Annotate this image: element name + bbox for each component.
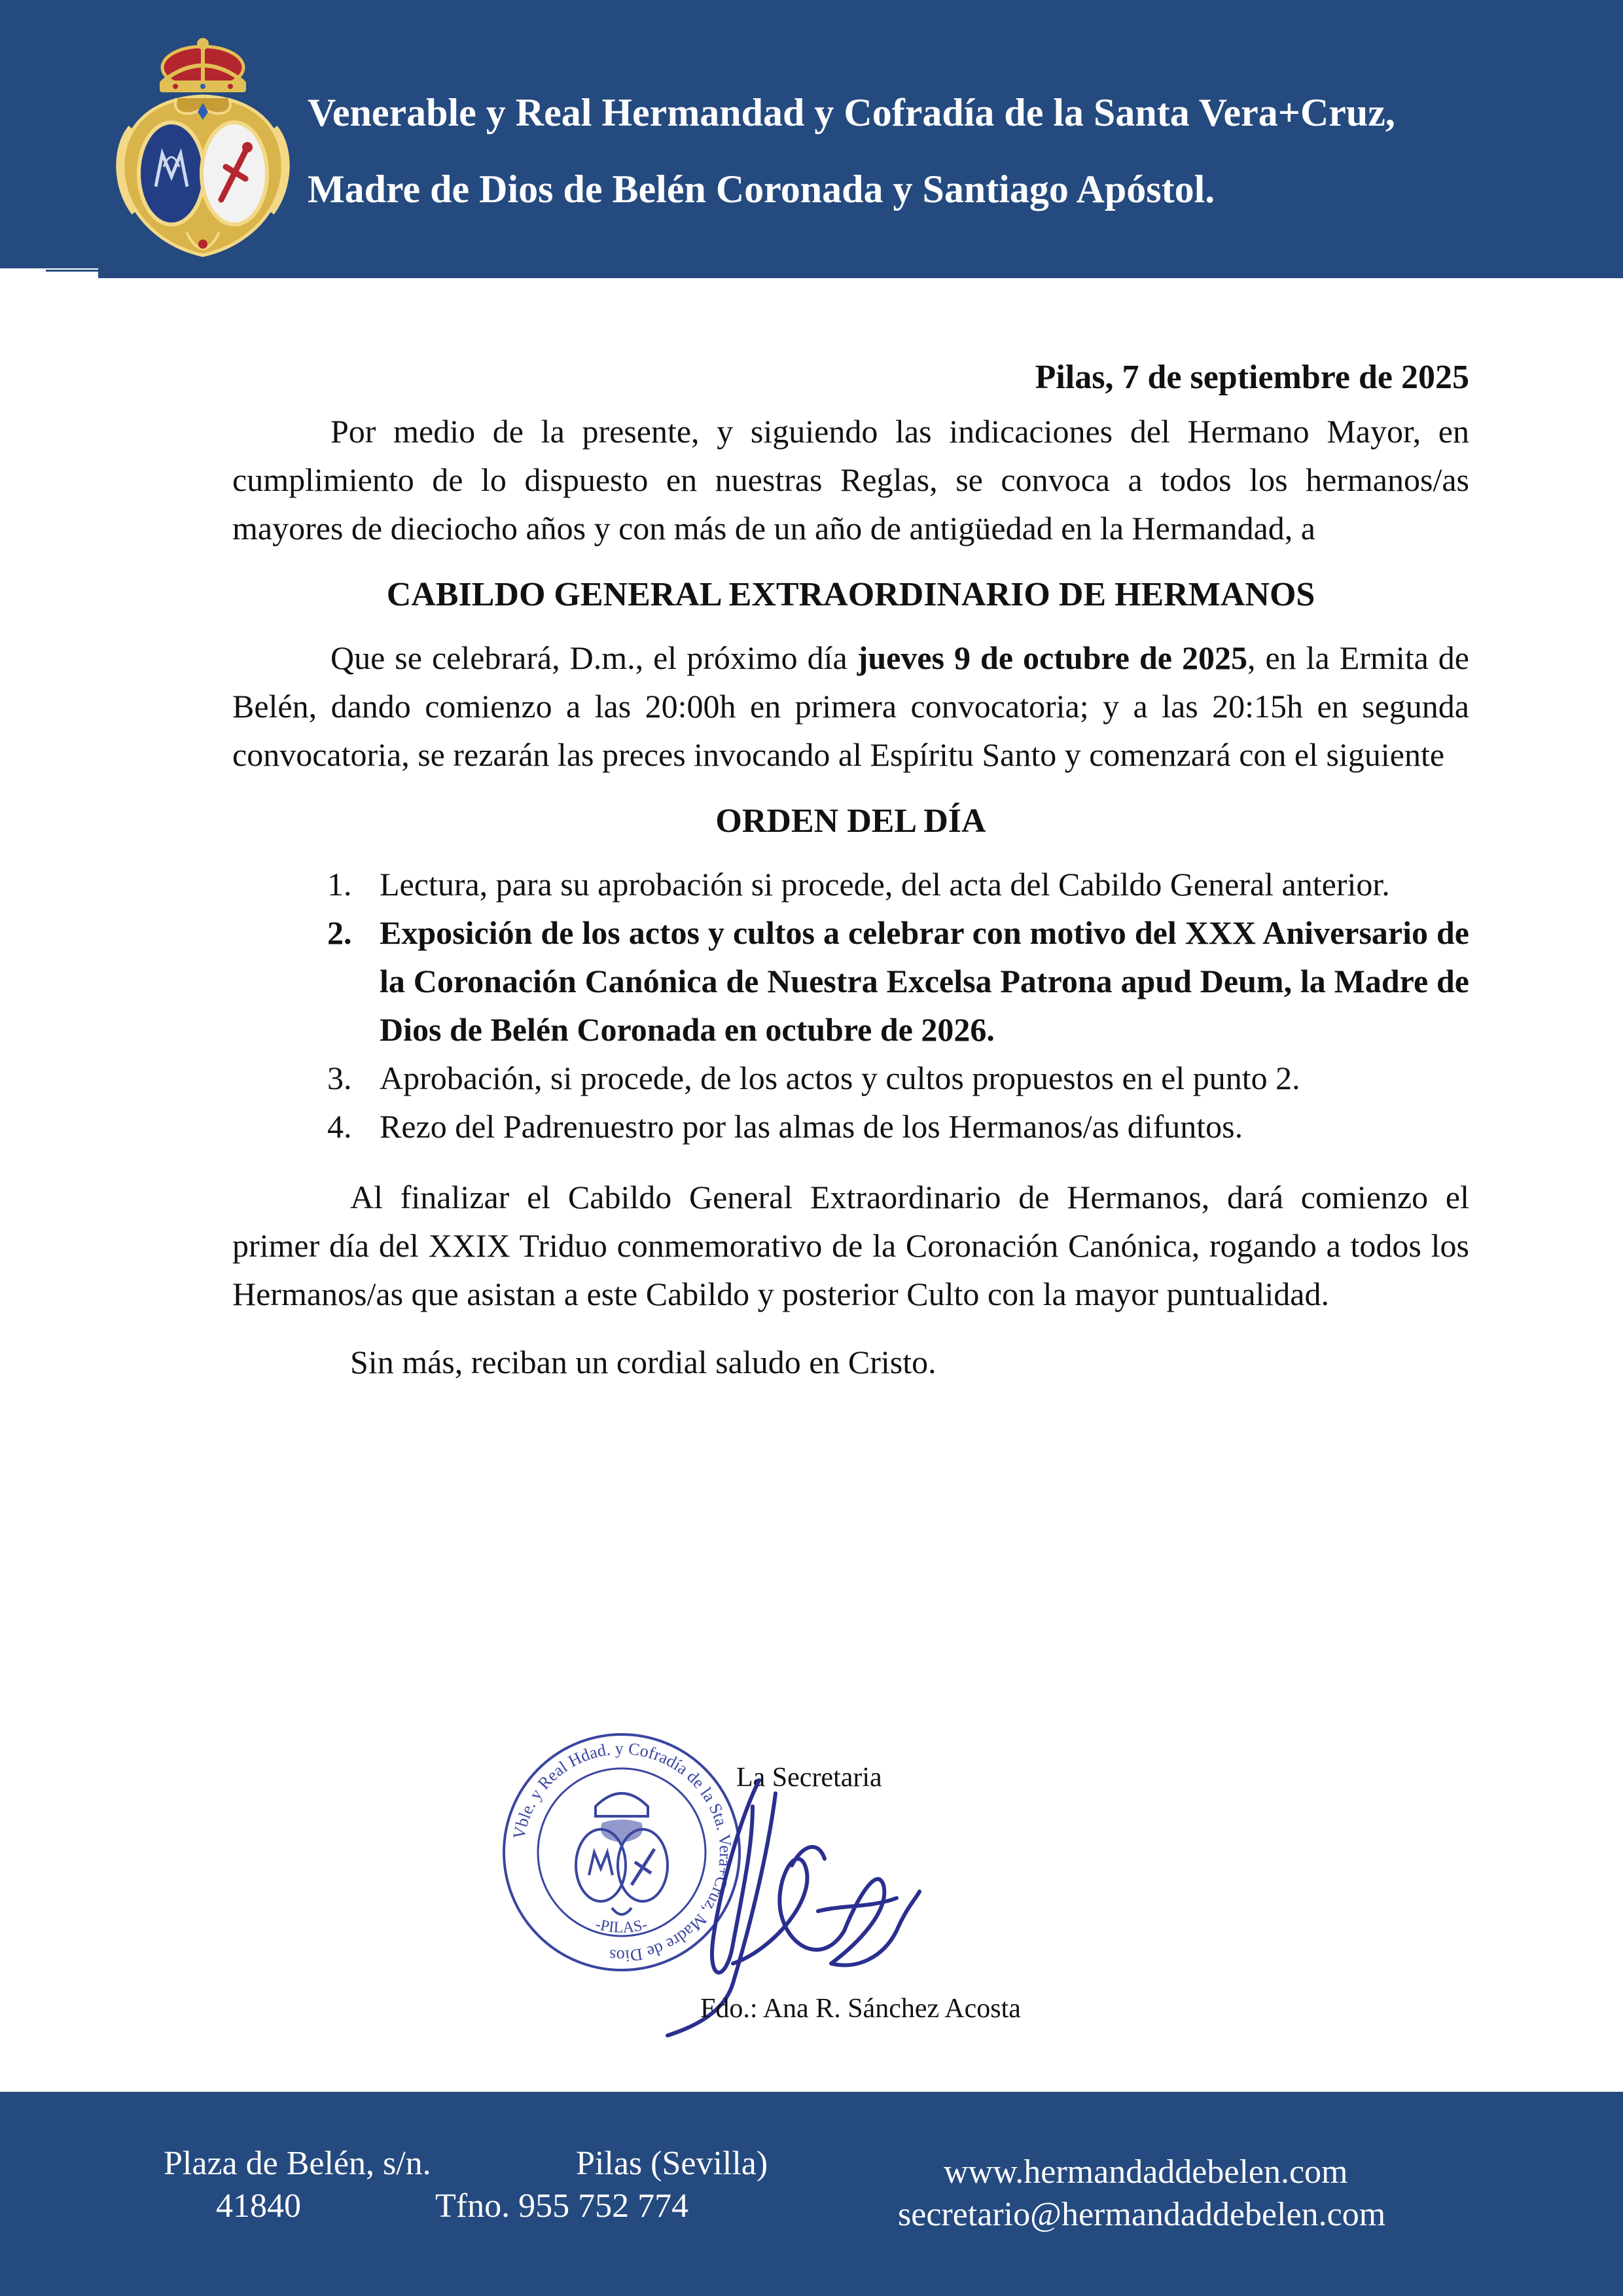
header-title-line-1: Venerable y Real Hermandad y Cofradía de la Santa Vera+Cruz, bbox=[308, 91, 1395, 134]
agenda-list bbox=[232, 860, 1469, 1151]
svg-text:Vble. y Real Hdad. y Cofradía: Vble. y Real Hdad. y Cofradía de la Sta. Vera+Cruz, Madre de Dios bbox=[509, 1738, 736, 1966]
agenda-item bbox=[232, 860, 1469, 908]
agenda-item-number: 1. bbox=[327, 866, 352, 903]
footer-band bbox=[0, 2092, 1623, 2296]
agenda-item-text: Rezo del Padrenuestro por las almas de los Hermanos/as difuntos. bbox=[380, 1108, 1243, 1145]
letter-date: Pilas, 7 de septiembre de 2025 bbox=[1035, 359, 1469, 396]
footer-address: Plaza de Belén, s/n. bbox=[164, 2145, 431, 2182]
spacer bbox=[232, 1151, 1469, 1173]
footer-city: Pilas (Sevilla) bbox=[576, 2145, 768, 2182]
agenda-item-number: 4. bbox=[327, 1108, 352, 1145]
meeting-date: jueves 9 de octubre de 2025 bbox=[857, 639, 1247, 676]
details-paragraph bbox=[232, 634, 1469, 779]
agenda-item-number: 3. bbox=[327, 1060, 352, 1096]
convocation-title: CABILDO GENERAL EXTRAORDINARIO DE HERMANOS bbox=[386, 576, 1315, 613]
agenda-item-text: Aprobación, si procede, de los actos y cultos propuestos en el punto 2. bbox=[380, 1060, 1300, 1096]
agenda-item bbox=[232, 1102, 1469, 1151]
signature-block bbox=[497, 1728, 1086, 2068]
svg-text:-PILAS-: -PILAS- bbox=[594, 1916, 649, 1937]
footer-website-link[interactable]: www.hermandaddebelen.com bbox=[944, 2153, 1348, 2191]
agenda-title: ORDEN DEL DÍA bbox=[715, 802, 986, 840]
intro-paragraph: Por medio de la presente, y siguiendo las indicaciones del Hermano Mayor, en cumplimiento de lo dispuesto en nuestras Reglas, se convoca a todos los hermanos/as mayores de dieciocho años y con más de un año de antigüedad en la Hermandad, a bbox=[232, 413, 1469, 547]
agenda-item-number: 2. bbox=[327, 914, 352, 951]
header-notch-line bbox=[46, 270, 108, 272]
letter-body bbox=[232, 353, 1469, 1386]
signer-name: Fdo.: Ana R. Sánchez Acosta bbox=[700, 1994, 1021, 2024]
header-title-line-2: Madre de Dios de Belén Coronada y Santiago Apóstol. bbox=[308, 168, 1215, 211]
brotherhood-crest-logo bbox=[105, 36, 301, 265]
farewell-line: Sin más, reciban un cordial saludo en Cristo. bbox=[350, 1344, 936, 1380]
details-text-end: , en la Ermita de Belén, dando comienzo a las 20:00h en primera convocatoria; y a las 20:15h en segunda convocatoria, se rezarán las preces invocando al Espíritu Santo y comenzará con el siguiente bbox=[232, 639, 1469, 773]
agenda-item-text: Lectura, para su aprobación si procede, del acta del Cabildo General anterior. bbox=[380, 866, 1390, 903]
details-text-start: Que se celebrará, D.m., el próximo día bbox=[330, 639, 857, 676]
crown-icon bbox=[160, 38, 246, 92]
signer-role: La Secretaria bbox=[736, 1763, 882, 1793]
footer-phone: Tfno. 955 752 774 bbox=[435, 2187, 689, 2225]
closing-paragraph: Al finalizar el Cabildo General Extraordinario de Hermanos, dará comienzo el primer día del XXIX Triduo conmemorativo de la Coronación Canónica, rogando a todos los Hermanos/as que asistan a este Cabildo y posterior Culto con la mayor puntualidad. bbox=[232, 1179, 1469, 1312]
agenda-item bbox=[232, 908, 1469, 1054]
footer-postal-code: 41840 bbox=[216, 2187, 301, 2225]
agenda-item-text: Exposición de los actos y cultos a celebrar con motivo del XXX Aniversario de la Coronación Canónica de Nuestra Excelsa Patrona apud Deum, la Madre de Dios de Belén Coronada en octubre de 2026. bbox=[380, 914, 1469, 1048]
header-band bbox=[0, 0, 1623, 278]
agenda-item bbox=[232, 1054, 1469, 1102]
footer-email-link[interactable]: secretario@hermandaddebelen.com bbox=[898, 2196, 1386, 2233]
